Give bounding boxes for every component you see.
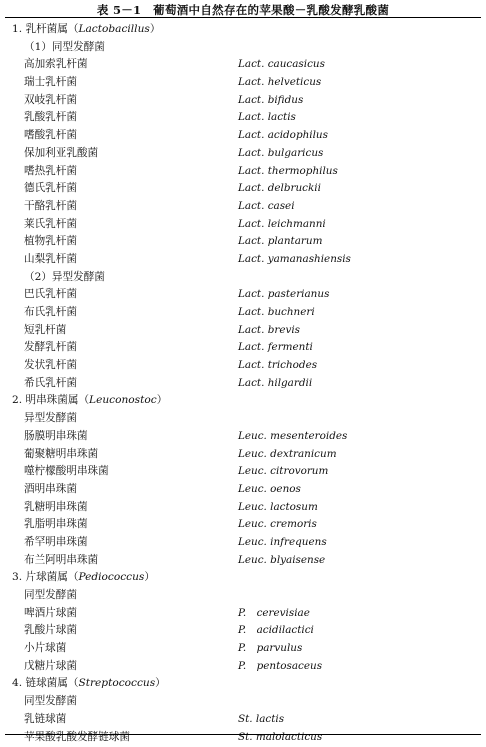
species-scientific-name: Leuc. mesenteroides: [238, 429, 348, 442]
species-row: [0, 357, 486, 375]
genus-heading: [0, 21, 486, 39]
species-chinese-name: 莱氏乳杆菌: [24, 217, 77, 230]
species-scientific-name: Lact. helveticus: [238, 76, 322, 89]
species-scientific-name: Lact. trichodes: [238, 359, 318, 372]
species-chinese-name: 高加索乳杆菌: [24, 58, 88, 71]
fermentation-type-label: 同型发酵菌: [24, 589, 77, 601]
bacteria-table: [0, 21, 486, 746]
species-scientific-name: Lact. lactis: [238, 111, 296, 124]
species-row: [0, 322, 486, 340]
species-chinese-name: 布兰阿明串珠菌: [24, 553, 99, 566]
species-scientific-name: Leuc. infrequens: [238, 535, 327, 548]
species-chinese-name: 干酪乳杆菌: [24, 199, 77, 212]
species-chinese-name: 乳链球菌: [24, 712, 67, 725]
species-chinese-name: 乳酸乳杆菌: [24, 111, 77, 124]
species-scientific-name: Lact. delbruckii: [238, 182, 321, 195]
species-scientific-name: Lact. thermophilus: [238, 164, 338, 177]
species-row: [0, 127, 486, 145]
species-scientific-name: Lact. hilgardii: [238, 376, 313, 389]
species-scientific-name: Lact. casei: [238, 199, 295, 212]
species-chinese-name: 肠膜明串珠菌: [24, 429, 88, 442]
species-chinese-name: 乳酸片球菌: [24, 624, 77, 637]
species-scientific-name: Leuc. cremoris: [238, 518, 317, 531]
species-scientific-name: Lact. fermenti: [238, 341, 313, 354]
species-row: [0, 640, 486, 658]
genus-name: 1. 乳杆菌属（Lactobacillus）: [12, 23, 161, 35]
species-scientific-name: Lact. yamanashiensis: [238, 252, 351, 265]
species-chinese-name: 山梨乳杆菌: [24, 252, 77, 265]
species-chinese-name: 双岐乳杆菌: [24, 93, 77, 106]
species-scientific-name: P. acidilactici: [238, 624, 314, 637]
species-row: [0, 516, 486, 534]
species-scientific-name: Leuc. lactosum: [238, 500, 318, 513]
species-chinese-name: 啤酒片球菌: [24, 606, 77, 619]
species-chinese-name: 发酵乳杆菌: [24, 341, 77, 354]
species-scientific-name: Lact. caucasicus: [238, 58, 325, 71]
species-row: [0, 605, 486, 623]
fermentation-type-heading: [0, 587, 486, 605]
species-row: [0, 446, 486, 464]
species-chinese-name: 嗜酸乳杆菌: [24, 129, 77, 142]
species-scientific-name: Leuc. oenos: [238, 482, 301, 495]
species-row: [0, 74, 486, 92]
top-rule: [5, 17, 481, 18]
genus-name: 3. 片球菌属（Pediococcus）: [12, 571, 155, 584]
species-chinese-name: 希罕明串珠菌: [24, 535, 88, 548]
species-scientific-name: St. lactis: [238, 712, 285, 725]
species-scientific-name: Lact. pasterianus: [238, 288, 330, 301]
species-row: [0, 622, 486, 640]
species-row: [0, 552, 486, 570]
species-row: [0, 145, 486, 163]
species-chinese-name: 瑞士乳杆菌: [24, 76, 77, 89]
fermentation-type-label: （2）异型发酵菌: [24, 270, 105, 283]
species-chinese-name: 巴氏乳杆菌: [24, 288, 77, 301]
species-chinese-name: 发状乳杆菌: [24, 359, 77, 372]
species-scientific-name: Leuc. citrovorum: [238, 465, 329, 478]
species-row: [0, 233, 486, 251]
species-chinese-name: 戊糖片球菌: [24, 659, 77, 672]
species-row: [0, 304, 486, 322]
species-scientific-name: Lact. acidophilus: [238, 129, 328, 142]
species-row: [0, 198, 486, 216]
species-row: [0, 428, 486, 446]
species-row: [0, 375, 486, 393]
genus-name: 4. 链球菌属（Streptococcus）: [12, 677, 166, 690]
genus-name: 2. 明串珠菌属（Leuconostoc）: [12, 394, 168, 407]
species-row: [0, 339, 486, 357]
genus-heading: [0, 392, 486, 410]
species-row: [0, 163, 486, 181]
fermentation-type-heading: [0, 410, 486, 428]
species-row: [0, 180, 486, 198]
species-scientific-name: Lact. brevis: [238, 323, 300, 336]
species-row: [0, 92, 486, 110]
species-scientific-name: Lact. bifidus: [238, 93, 304, 106]
fermentation-type-label: 同型发酵菌: [24, 695, 77, 708]
species-row: [0, 499, 486, 517]
species-chinese-name: 乳脂明串珠菌: [24, 518, 88, 531]
species-row: [0, 463, 486, 481]
species-row: [0, 534, 486, 552]
species-chinese-name: 保加利亚乳酸菌: [24, 146, 99, 159]
genus-heading: [0, 675, 486, 693]
species-chinese-name: 酒明串珠菌: [24, 482, 77, 495]
fermentation-type-heading: [0, 269, 486, 287]
species-chinese-name: 希氏乳杆菌: [24, 376, 77, 389]
species-chinese-name: 葡聚糖明串珠菌: [24, 447, 99, 460]
species-row: [0, 251, 486, 269]
fermentation-type-label: 异型发酵菌: [24, 412, 77, 425]
species-chinese-name: 德氏乳杆菌: [24, 182, 77, 195]
species-row: [0, 56, 486, 74]
species-chinese-name: 布氏乳杆菌: [24, 306, 77, 318]
fermentation-type-heading: [0, 693, 486, 711]
species-scientific-name: St. malolacticus: [238, 730, 323, 743]
species-chinese-name: 乳糖明串珠菌: [24, 500, 88, 513]
species-row: [0, 109, 486, 127]
species-chinese-name: 嗜热乳杆菌: [24, 164, 77, 177]
species-row: [0, 729, 486, 747]
bottom-rule: [5, 734, 481, 735]
species-scientific-name: Lact. buchneri: [238, 306, 315, 318]
species-chinese-name: 小片球菌: [24, 642, 67, 655]
species-scientific-name: Leuc. dextranicum: [238, 447, 337, 460]
species-chinese-name: 植物乳杆菌: [24, 235, 77, 248]
species-row: [0, 216, 486, 234]
fermentation-type-label: （1）同型发酵菌: [24, 40, 105, 53]
genus-heading: [0, 569, 486, 587]
species-scientific-name: Lact. plantarum: [238, 235, 323, 248]
species-row: [0, 658, 486, 676]
species-scientific-name: P. cerevisiae: [238, 606, 310, 619]
species-row: [0, 481, 486, 499]
species-scientific-name: P. pentosaceus: [238, 659, 323, 672]
species-chinese-name: 苹果酸乳酸发酵链球菌: [24, 730, 130, 743]
species-row: [0, 286, 486, 304]
species-scientific-name: P. parvulus: [238, 642, 303, 655]
species-chinese-name: 噬柠檬酸明串珠菌: [24, 465, 109, 478]
species-row: [0, 711, 486, 729]
species-scientific-name: Lact. bulgaricus: [238, 146, 324, 159]
species-chinese-name: 短乳杆菌: [24, 323, 67, 336]
species-scientific-name: Leuc. blyaisense: [238, 553, 326, 566]
table-title: 表 5－1 葡萄酒中自然存在的苹果酸－乳酸发酵乳酸菌: [96, 3, 390, 17]
fermentation-type-heading: [0, 39, 486, 57]
species-scientific-name: Lact. leichmanni: [238, 217, 326, 230]
